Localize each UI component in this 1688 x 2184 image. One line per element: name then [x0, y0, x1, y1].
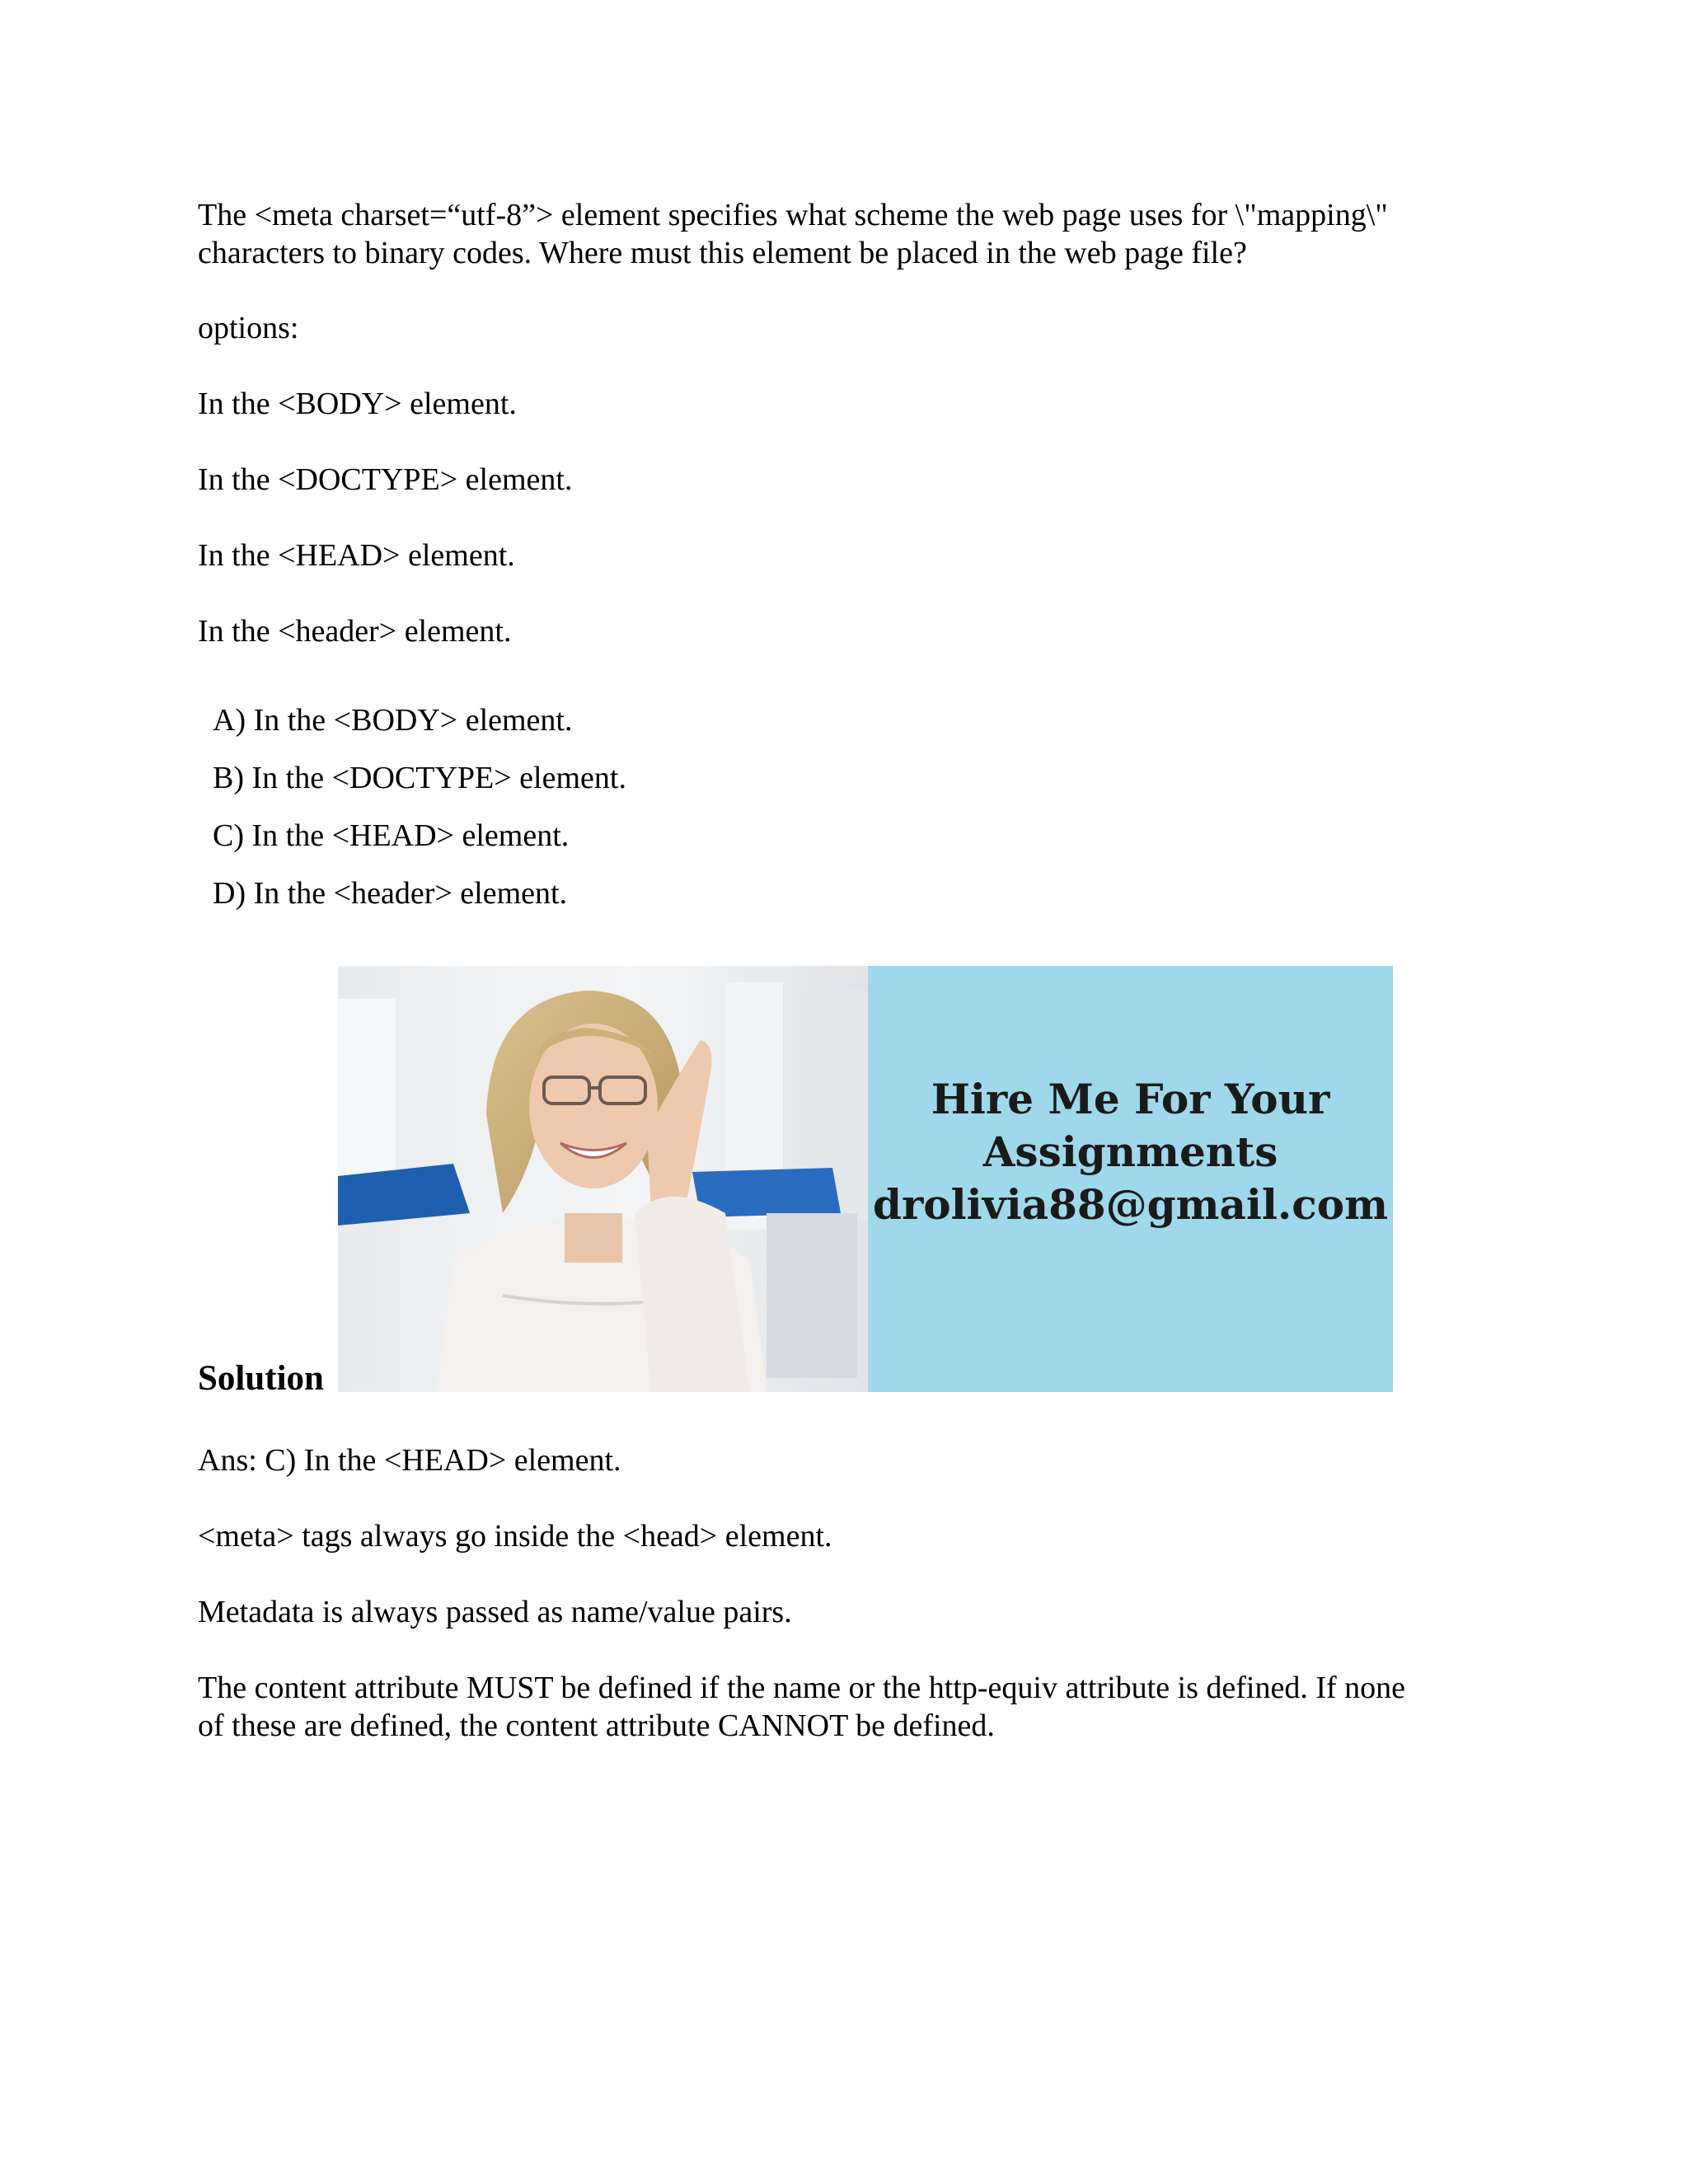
solution-answer: Ans: C) In the <HEAD> element. [198, 1443, 621, 1478]
lettered-option-b: B) In the <DOCTYPE> element. [213, 761, 626, 795]
banner-photo [338, 966, 868, 1392]
woman-photo-illustration [338, 966, 868, 1392]
lettered-option-c: C) In the <HEAD> element. [213, 818, 570, 853]
solution-explanation-3-line-2: of these are defined, the content attribute CANNOT be defined. [198, 1708, 995, 1743]
plain-option-4: In the <header> element. [198, 614, 512, 649]
solution-explanation-3-line-1: The content attribute MUST be defined if the name or the http-equiv attribute is defined. If none [198, 1671, 1406, 1705]
plain-option-3: In the <HEAD> element. [198, 538, 515, 573]
banner-headline-2: Assignments [982, 1127, 1278, 1176]
lettered-option-a: A) In the <BODY> element. [213, 703, 573, 738]
lettered-option-d: D) In the <header> element. [213, 876, 568, 911]
banner-email: drolivia88@gmail.com [872, 1180, 1389, 1229]
plain-option-1: In the <BODY> element. [198, 387, 517, 421]
banner-headline-1: Hire Me For Your [931, 1075, 1330, 1123]
advertisement-banner [338, 966, 1393, 1392]
options-label: options: [198, 311, 299, 345]
question-line-2: characters to binary codes. Where must this element be placed in the web page file? [198, 236, 1247, 270]
solution-explanation-2: Metadata is always passed as name/value pairs. [198, 1595, 792, 1629]
solution-explanation-1: <meta> tags always go inside the <head> element. [198, 1519, 832, 1554]
solution-heading: Solution [198, 1359, 324, 1398]
banner-contact-panel [868, 966, 1393, 1392]
question-line-1: The <meta charset=“utf-8”> element specifies what scheme the web page uses for \"mapping\" [198, 198, 1388, 232]
plain-option-2: In the <DOCTYPE> element. [198, 462, 573, 497]
